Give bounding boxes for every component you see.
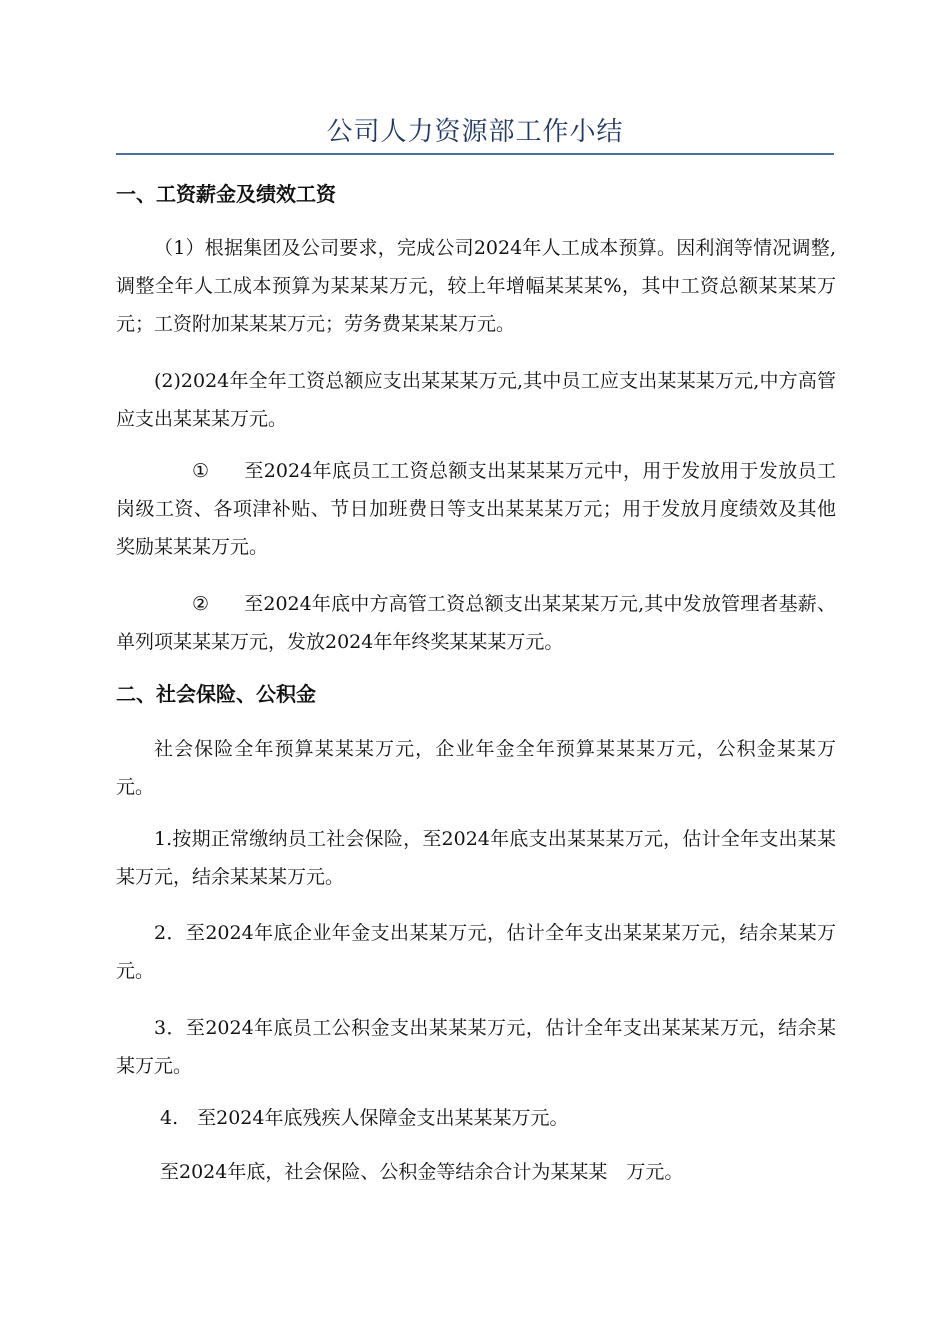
paragraph-disability-fund: 4. 至2024年底残疾人保障金支出某某某万元。 (160, 1107, 569, 1129)
paragraph-wage-total: (2)2024年全年工资总额应支出某某某万元,其中员工应支出某某某万元,中方高管应支出某某某万元。 (116, 370, 836, 430)
paragraph-insurance-budget: 社会保险全年预算某某某万元，企业年金全年预算某某某万元，公积金某某万元。 (116, 738, 836, 798)
list-marker-2: ② (192, 593, 210, 615)
section-heading-insurance: 二、社会保险、公积金 (116, 682, 316, 706)
employee-wages-text: 至2024年底员工工资总额支出某某某万元中，用于发放用于发放员工岗级工资、各项津补贴、节日加班费日等支出某某某万元；用于发放月度绩效及其他奖励某某某万元。 (116, 460, 836, 558)
paragraph-housing-fund: 3．至2024年底员工公积金支出某某某万元，估计全年支出某某某万元，结余某某万元。 (116, 1017, 836, 1077)
list-marker-1: ① (192, 460, 210, 482)
document-title: 公司人力资源部工作小结 (326, 117, 624, 147)
paragraph-executive-wages (116, 585, 836, 661)
title-underline (116, 153, 834, 155)
paragraph-social-insurance: 1.按期正常缴纳员工社会保险，至2024年底支出某某某万元，估计全年支出某某某万元，结余某某某万元。 (116, 828, 836, 888)
section-heading-salary: 一、工资薪金及绩效工资 (116, 182, 336, 206)
paragraph-total-balance: 至2024年底，社会保险、公积金等结余合计为某某某 万元。 (160, 1161, 684, 1183)
paragraph-budget: （1）根据集团及公司要求，完成公司2024年人工成本预算。因利润等情况调整,调整全年人工成本预算为某某某万元，较上年增幅某某某%，其中工资总额某某某万元；工资附加某某某万元；劳务费某某某万元。 (116, 237, 836, 335)
paragraph-enterprise-annuity: 2．至2024年底企业年金支出某某万元，估计全年支出某某某万元，结余某某万元。 (116, 922, 836, 982)
paragraph-employee-wages (116, 452, 836, 566)
executive-wages-text: 至2024年底中方高管工资总额支出某某某万元,其中发放管理者基薪、单列项某某某万元，发放2024年年终奖某某某万元。 (116, 593, 836, 653)
